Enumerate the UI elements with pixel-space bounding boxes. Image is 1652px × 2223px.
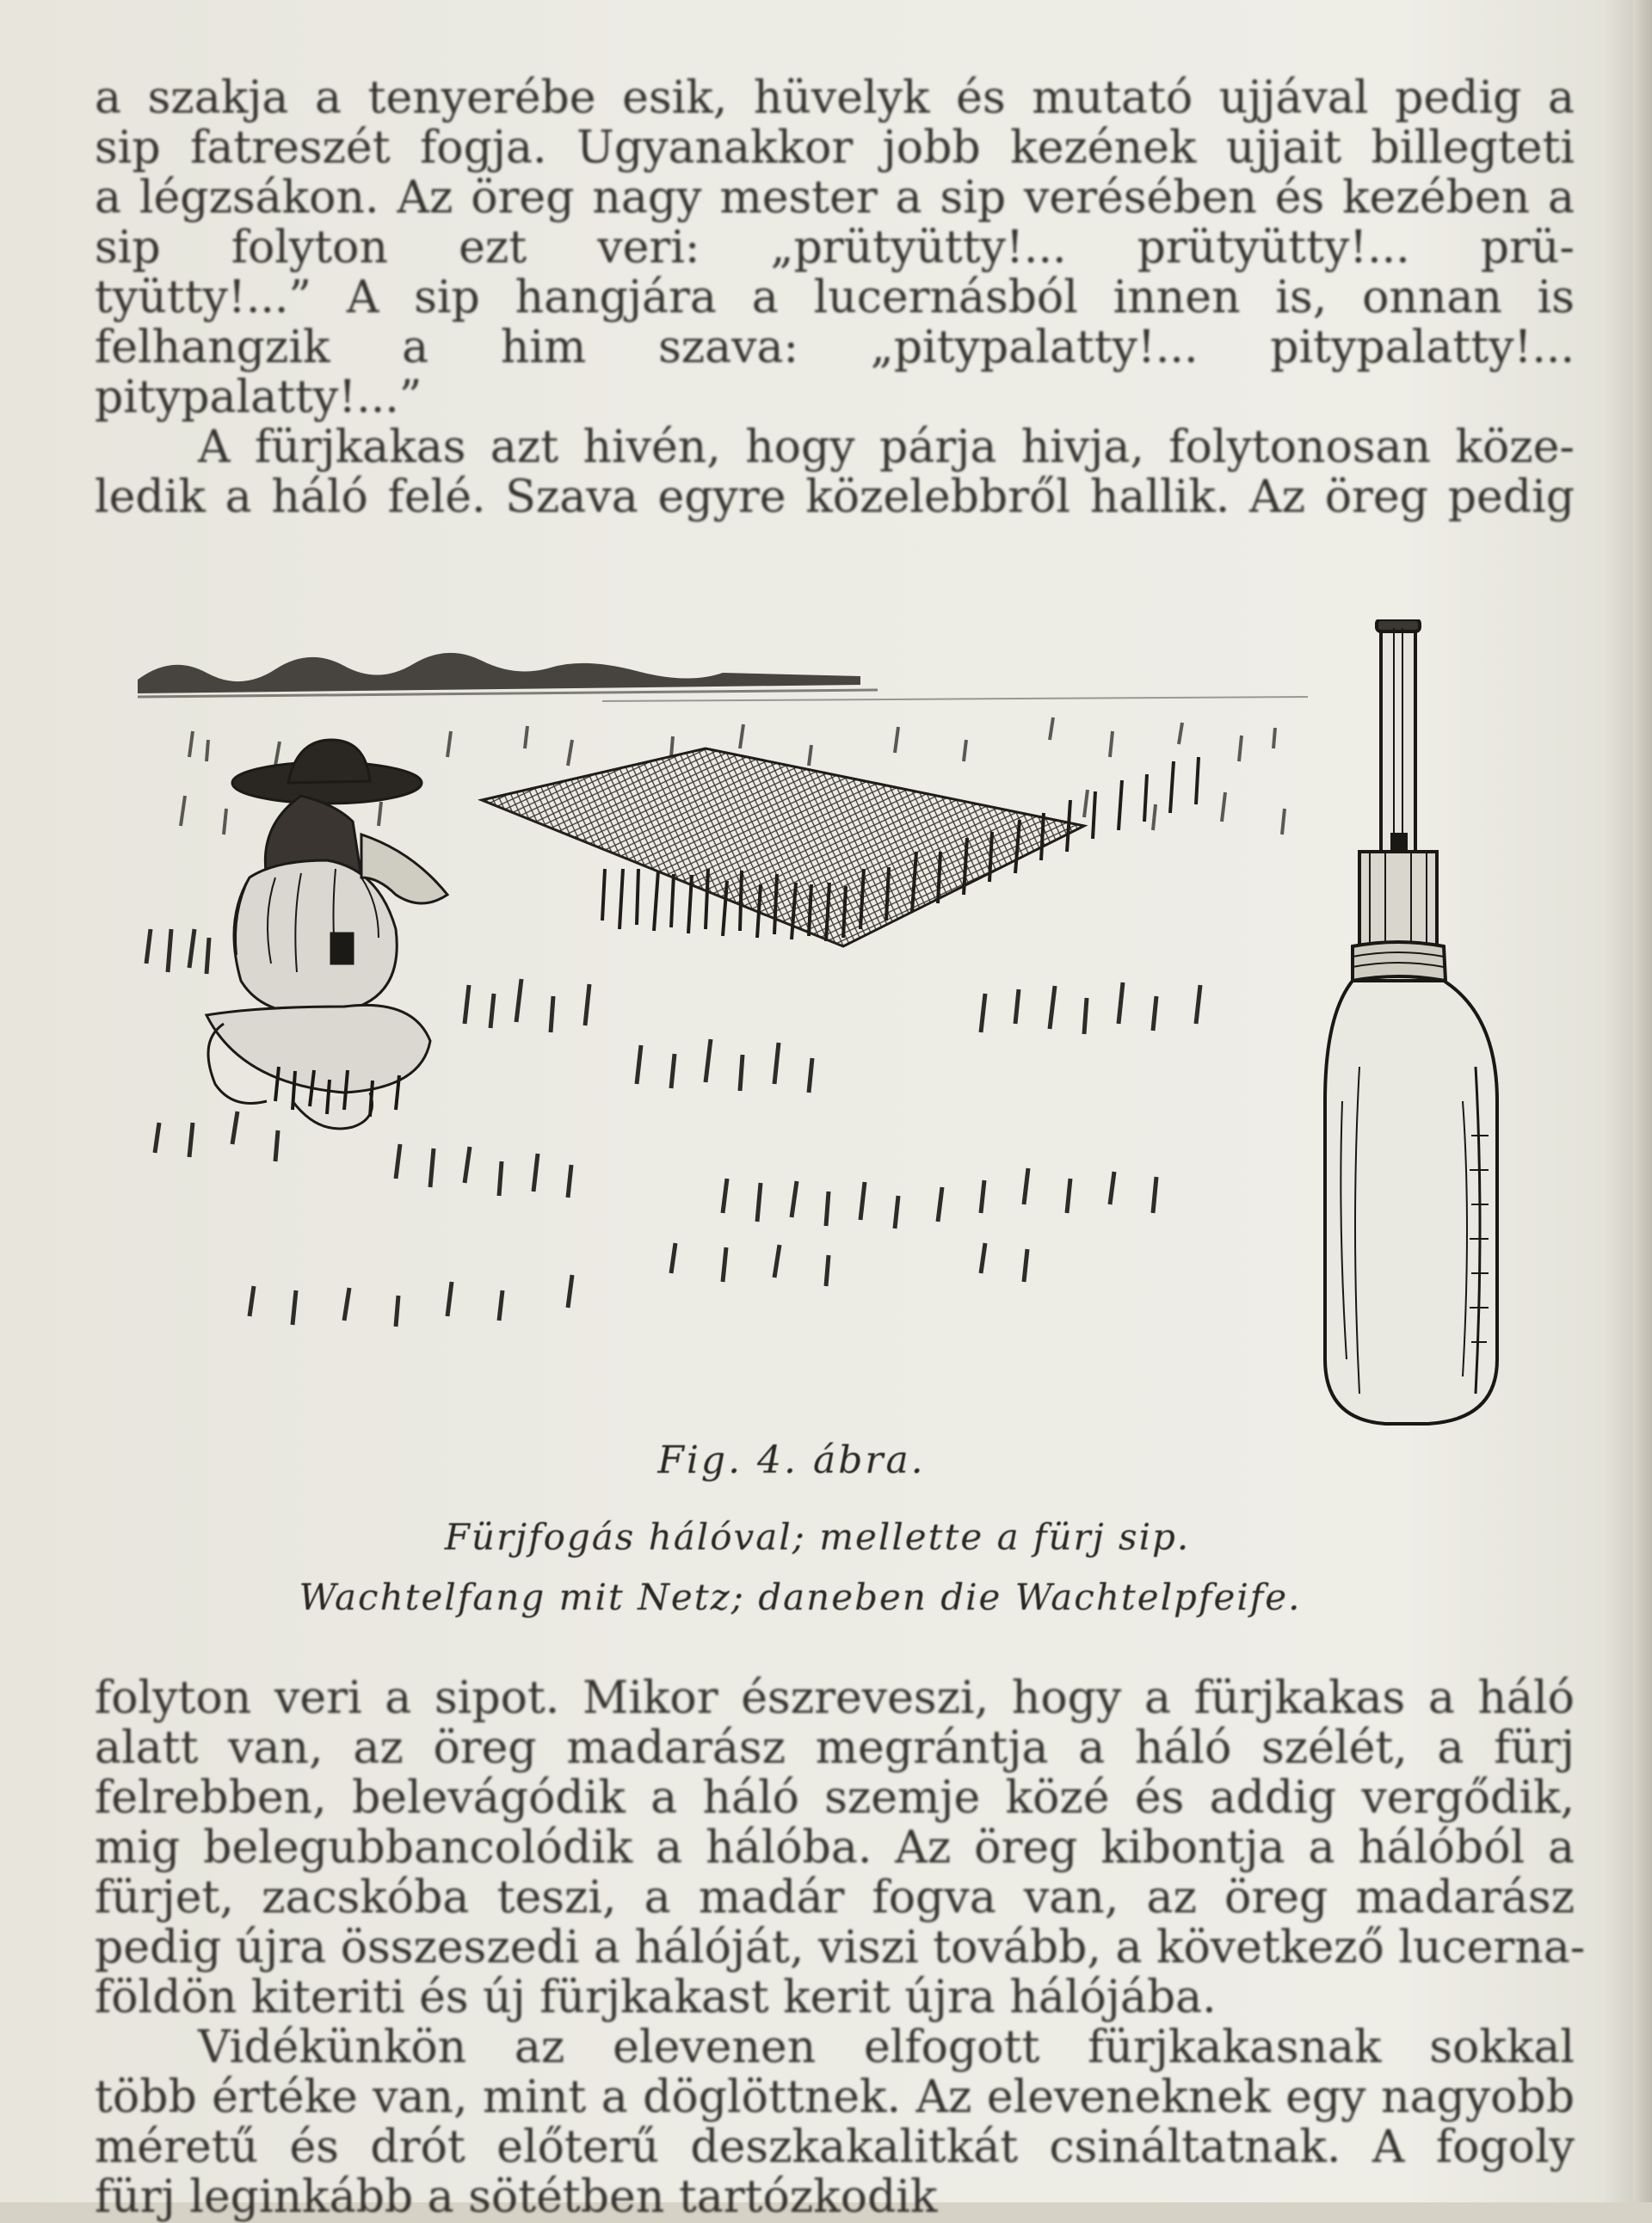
caption-hungarian: Fürjfogás hálóval; mellette a fürj sip. bbox=[444, 1516, 1191, 1558]
caption-german: Wachtelfang mit Netz; daneben die Wachtelpfeife. bbox=[299, 1576, 1302, 1618]
text-line: pitypalatty!...” bbox=[95, 372, 422, 423]
text-line: több értéke van, mint a döglöttnek. Az eleveneknek egy nagyobb bbox=[95, 2072, 1575, 2123]
figure-number: Fig. 4. ábra. bbox=[657, 1438, 926, 1482]
text-line: alatt van, az öreg madarász megrántja a háló szélét, a fürj bbox=[95, 1722, 1575, 1774]
text-line: fürjet, zacskóba teszi, a madár fogva van, az öreg madarász bbox=[95, 1872, 1575, 1924]
text-line: ledik a háló felé. Szava egyre közelebbről hallik. Az öreg pedig bbox=[95, 471, 1575, 523]
text-line: mig belegubbancolódik a hálóba. Az öreg kibontja a hálóból a bbox=[95, 1822, 1575, 1874]
text-line: felrebben, belevágódik a háló szemje közé és addig vergődik, bbox=[95, 1772, 1575, 1824]
text-line: méretű és drót előterű deszkakalitkát csináltatnak. A fogoly bbox=[95, 2121, 1575, 2173]
horizon-treeline bbox=[138, 653, 860, 693]
text-line: Vidékünkön az elevenen elfogott fürjkakasnak sokkal bbox=[198, 2022, 1575, 2073]
quail-hunting-illustration bbox=[120, 619, 1532, 1445]
crouching-man bbox=[206, 740, 447, 1129]
text-line: A fürjkakas azt hivén, hogy párja hivja, folytonosan köze- bbox=[198, 422, 1575, 473]
text-line: a szakja a tenyerébe esik, hüvelyk és mutató ujjával pedig a bbox=[95, 72, 1575, 124]
text-line: tyütty!...” A sip hangjára a lucernásból innen is, onnan is bbox=[95, 272, 1575, 323]
bottom-paragraph-block bbox=[95, 1672, 1586, 2223]
text-line: fürj leginkább a sötétben tartózkodik bbox=[95, 2171, 938, 2223]
quail-whistle-drawing bbox=[1325, 619, 1497, 1424]
top-paragraph-block bbox=[95, 73, 1575, 522]
text-line: felhangzik a him szava: „pitypalatty!... pitypalatty!... bbox=[95, 322, 1575, 373]
text-line: földön kiteriti és új fürjkakast kerit újra hálójába. bbox=[95, 1972, 1217, 2023]
text-line: a légzsákon. Az öreg nagy mester a sip verésében és kezében a bbox=[95, 172, 1575, 224]
text-line: pedig újra összeszedi a hálóját, viszi tovább, a következő lucerna- bbox=[95, 1922, 1586, 1974]
text-line: folyton veri a sipot. Mikor észreveszi, hogy a fürjkakas a háló bbox=[95, 1672, 1575, 1724]
text-line: sip folyton ezt veri: „prütyütty!... prütyütty!... prü- bbox=[95, 222, 1575, 274]
page-edge bbox=[1633, 0, 1652, 2202]
net bbox=[482, 748, 1084, 946]
text-line: sip fatreszét fogja. Ugyanakkor jobb kezének ujjait billegteti bbox=[95, 122, 1575, 174]
